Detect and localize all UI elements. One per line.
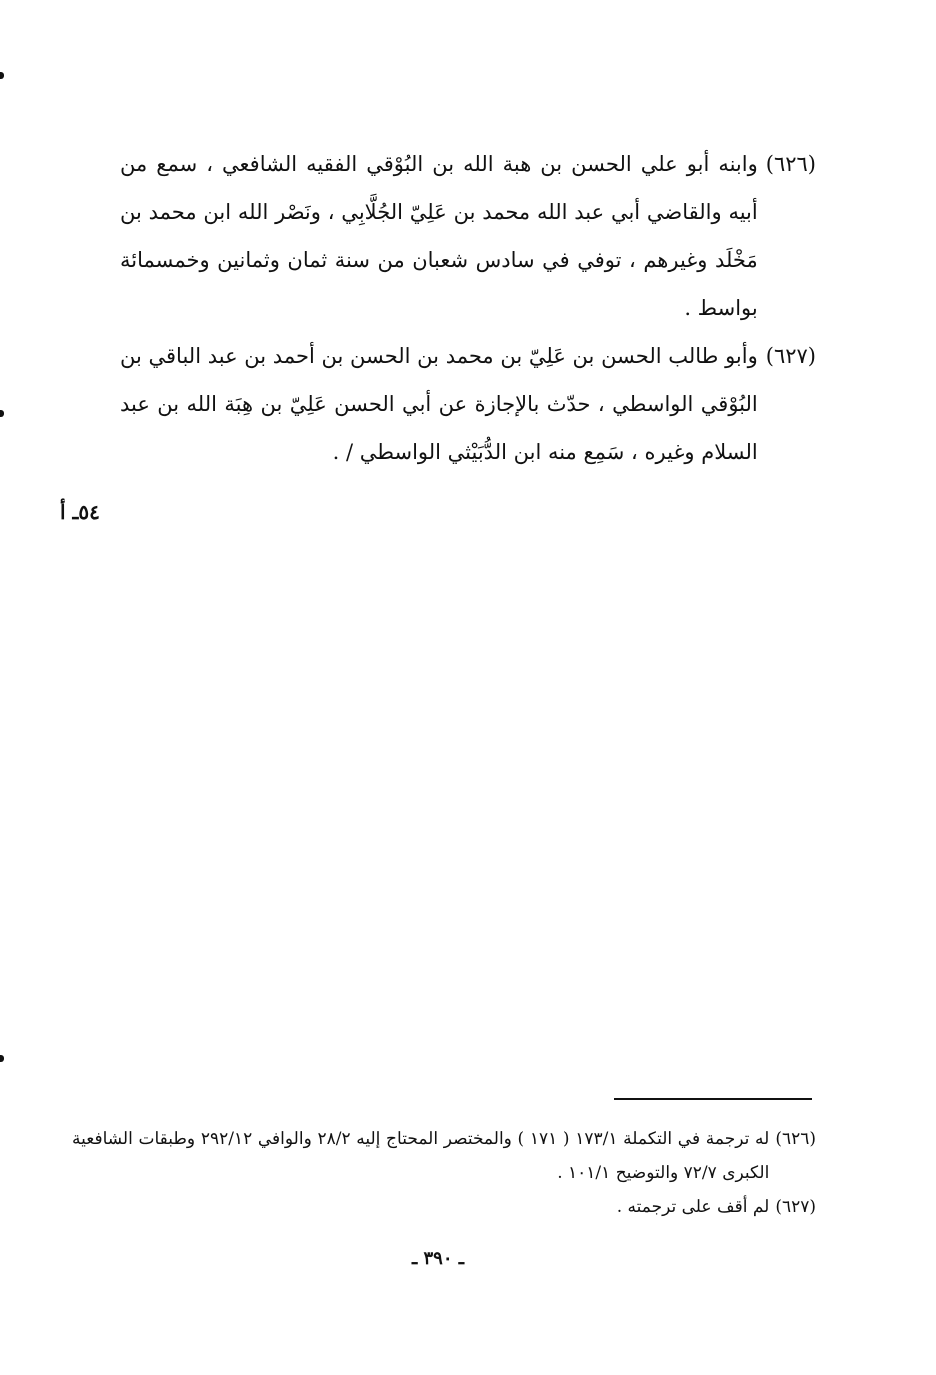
footnote-text: له ترجمة في التكملة ١٧٣/١ ( ١٧١ ) والمختصر المحتاج إليه ٢٨/٢ والوافي ٢٩٢/١٢ وطبقات الشافعية الكبرى ٧٢/٧ والتوضيح ١٠١/١ . [72,1129,770,1183]
scan-edge-mark-middle [0,410,4,417]
footnote-text: لم أقف على ترجمته . [616,1197,770,1217]
biography-entry-627 [120,332,816,476]
entry-number: (٦٢٦) [765,152,816,176]
footnote-number: (٦٢٦) [775,1129,816,1149]
entry-number: (٦٢٧) [765,344,816,368]
scan-edge-mark-top [0,72,4,79]
footnote-626 [72,1122,816,1190]
main-text [120,140,816,476]
manuscript-folio-reference: ٥٤ـ أ [60,500,100,524]
entry-text: وأبو طالب الحسن بن عَلِيّ بن محمد بن الحسن بن أحمد بن عبد الباقي بن البُوْقي الواسطي ، حدّث بالإجازة عن أبي الحسن عَلِيّ بن هِبَة الله بن عبد السلام وغيره ، سَمِع منه ابن الدُّبَيْثي الواسطي / . [120,344,758,464]
footnote-number: (٦٢٧) [775,1197,816,1217]
footnotes [72,1122,816,1224]
scan-edge-mark-bottom [0,1055,4,1062]
entry-text: وابنه أبو علي الحسن بن هبة الله بن البُوْقي الفقيه الشافعي ، سمع من أبيه والقاضي أبي عبد الله محمد بن عَلِيّ الجُلَّابِي ، ونَصْر الله ابن محمد بن مَخْلَد وغيرهم ، توفي في سادس شعبان من سنة ثمان وثمانين وخمسمائة بواسط . [120,152,758,320]
footnote-627 [72,1190,816,1224]
page-number: ـ ٣٩٠ ـ [411,1248,465,1269]
biography-entry-626 [120,140,816,332]
footnote-divider [614,1098,812,1100]
